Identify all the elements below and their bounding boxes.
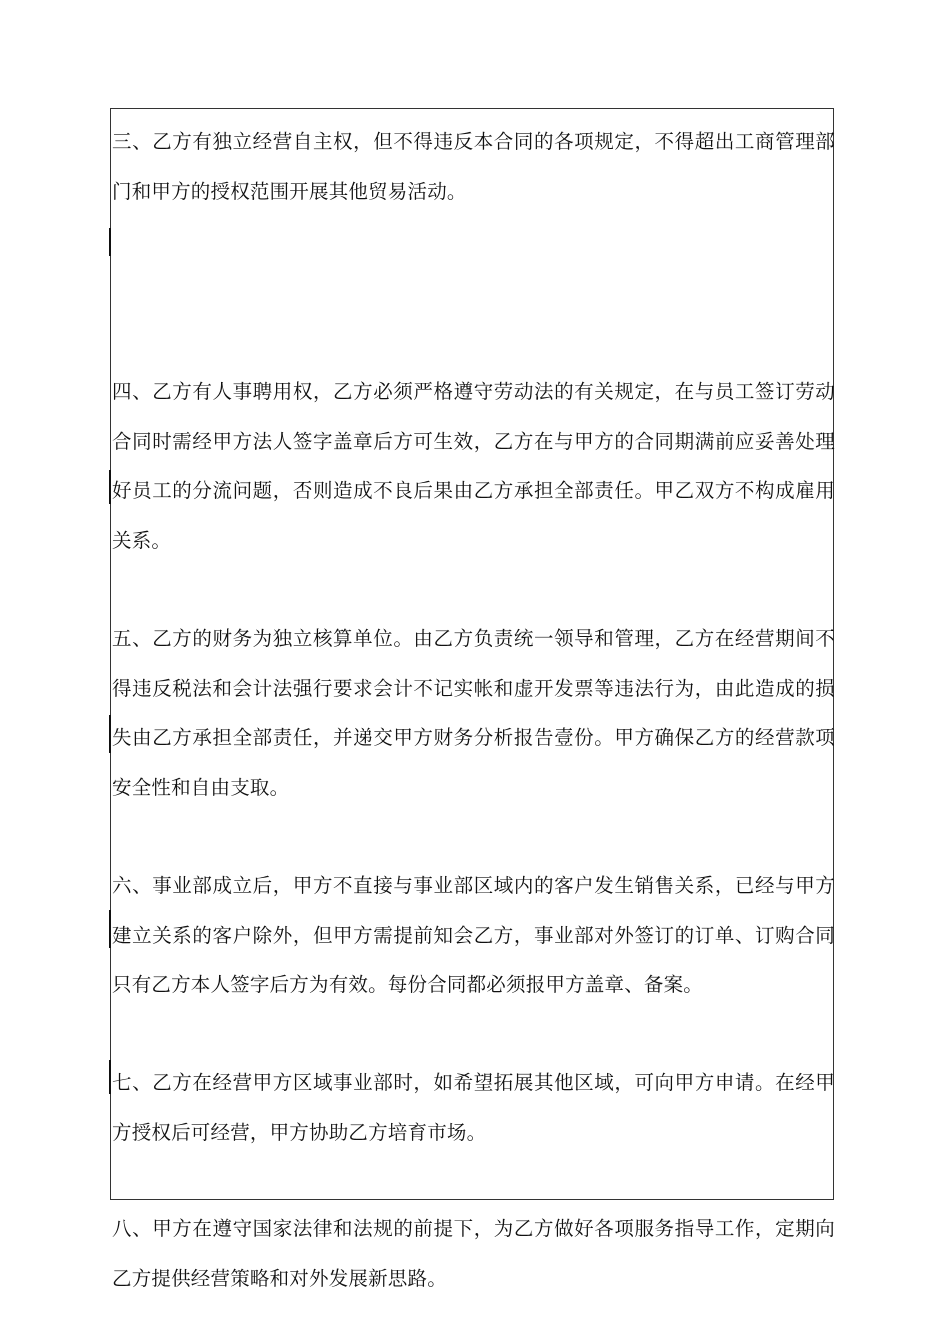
clause-7: 七、乙方在经营甲方区域事业部时，如希望拓展其他区域，可向甲方申请。在经甲方授权后可经营，甲方协助乙方培育市场。 <box>112 1071 835 1144</box>
left-edge-mark <box>109 470 111 504</box>
left-edge-mark <box>109 910 111 948</box>
clause-8: 八、甲方在遵守国家法律和法规的前提下，为乙方做好各项服务指导工作，定期向乙方提供经营策略和对外发展新思路。 <box>112 1217 835 1290</box>
clause-6: 六、事业部成立后，甲方不直接与事业部区域内的客户发生销售关系，已经与甲方建立关系的客户除外，但甲方需提前知会乙方，事业部对外签订的订单、订购合同只有乙方本人签字后方为有效。每份合同都必须报甲方盖章、备案。 <box>112 874 835 996</box>
contract-text-frame <box>110 108 835 1290</box>
clause-4: 四、乙方有人事聘用权，乙方必须严格遵守劳动法的有关规定，在与员工签订劳动合同时需经甲方法人签字盖章后方可生效，乙方在与甲方的合同期满前应妥善处理好员工的分流问题，否则造成不良后果由乙方承担全部责任。甲乙双方不构成雇用关系。 <box>112 380 835 552</box>
left-edge-mark <box>109 228 111 256</box>
left-edge-mark <box>109 715 111 753</box>
clause-5: 五、乙方的财务为独立核算单位。由乙方负责统一领导和管理，乙方在经营期间不得违反税法和会计法强行要求会计不记实帐和虚开发票等违法行为，由此造成的损失由乙方承担全部责任，并递交甲方财务分析报告壹份。甲方确保乙方的经营款项安全性和自由支取。 <box>112 627 835 799</box>
left-edge-mark <box>109 1060 111 1094</box>
clause-3: 三、乙方有独立经营自主权，但不得违反本合同的各项规定，不得超出工商管理部门和甲方的授权范围开展其他贸易活动。 <box>112 130 835 203</box>
